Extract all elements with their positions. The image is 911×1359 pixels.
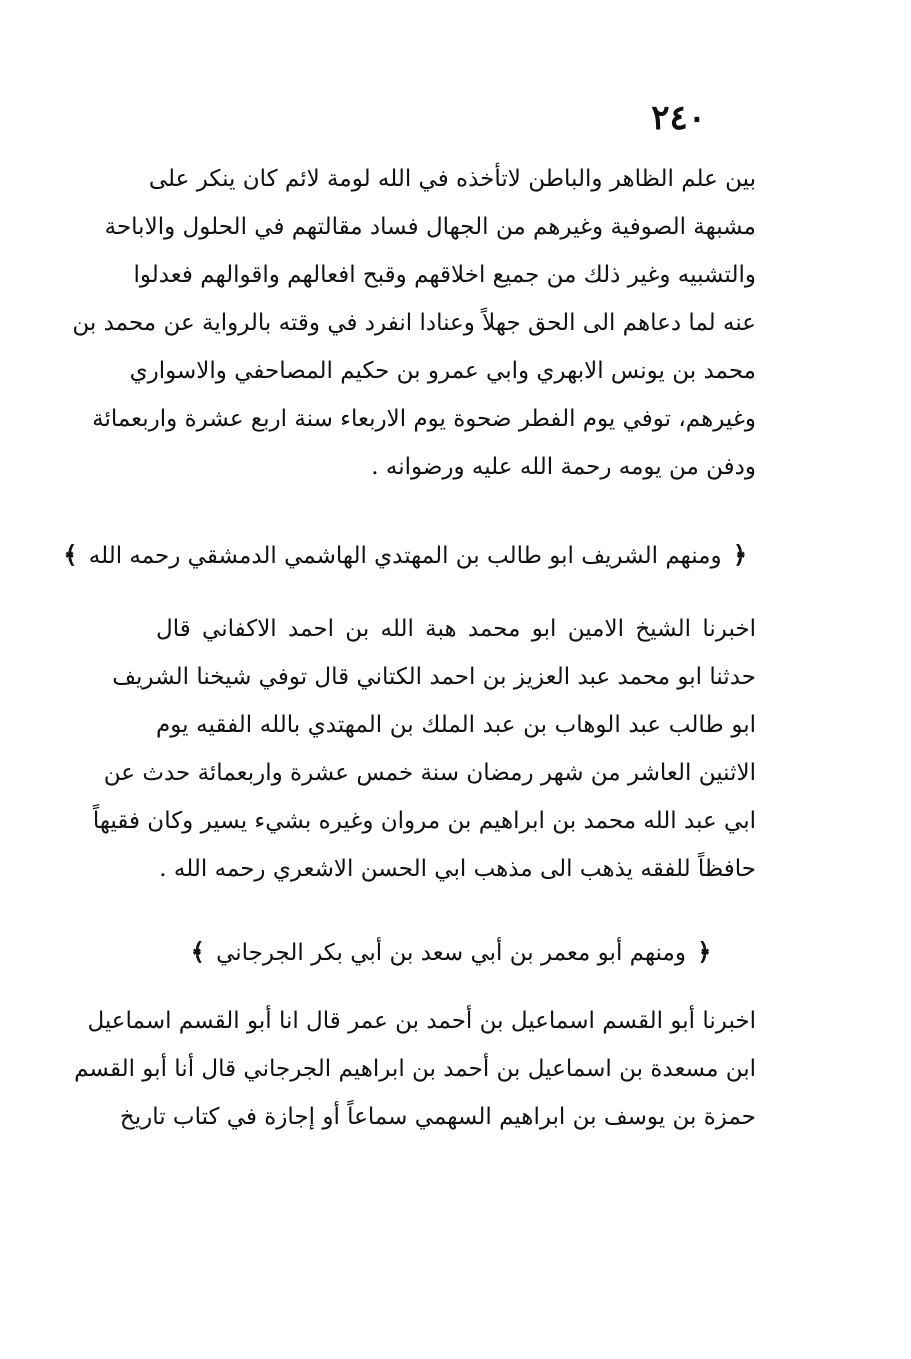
text-line: مشبهة الصوفية وغيرهم من الجهال فساد مقالتهم في الحلول والاباحة [104,214,756,240]
text-line: ودفن من يومه رحمة الله عليه ورضوانه . [371,454,756,480]
paragraph-1 [72,155,756,491]
text-line: بين علم الظاهر والباطن لاتأخذه في الله لومة لائم كان ينكر على [148,166,756,192]
paragraph-3 [74,997,756,1141]
text-line: الاثنين العاشر من شهر رمضان سنة خمس عشرة واربعمائة حدث عن [103,760,756,786]
section-heading-2 [151,927,751,977]
text-line: محمد بن يونس الابهري وابي عمرو بن حكيم المصاحفي والاسواري [129,358,756,384]
text-line: ابو طالب عبد الوهاب بن عبد الملك بن المهتدي بالله الفقيه يوم [156,712,756,738]
text-line: حدثنا ابو محمد عبد العزيز بن احمد الكتاني قال توفي شيخنا الشريف [112,664,756,690]
text-line: ابن مسعدة بن اسماعيل بن أحمد بن ابراهيم الجرجاني قال أنا أبو القسم [74,1056,756,1082]
page-number: ٢٤٠ [651,98,706,138]
ornate-bracket-open: ﴿ [732,540,747,569]
ornate-bracket-close: ﴾ [190,937,205,966]
text-line: حافظاً للفقه يذهب الى مذهب ابي الحسن الاشعري رحمه الله . [159,856,756,882]
section-heading-text: ومنهم الشريف ابو طالب بن المهتدي الهاشمي الدمشقي رحمه الله [88,543,722,569]
text-line: وغيرهم، توفي يوم الفطر ضحوة يوم الاربعاء سنة اربع عشرة واربعمائة [92,406,756,432]
ornate-bracket-open: ﴿ [697,937,712,966]
ornate-bracket-close: ﴾ [63,540,78,569]
section-heading-text: ومنهم أبو معمر بن أبي سعد بن أبي بكر الجرجاني [216,940,686,966]
text-line: والتشبيه وغير ذلك من جميع اخلاقهم وقبح افعالهم واقوالهم فعدلوا [133,262,756,288]
text-line: عنه لما دعاهم الى الحق جهلاً وعنادا انفرد في وقته بالرواية عن محمد بن [72,310,756,336]
section-heading-1 [63,530,751,580]
text-line: اخبرنا الشيخ الامين ابو محمد هبة الله بن احمد الاكفاني قال [156,616,756,642]
paragraph-2 [92,605,756,893]
text-line: حمزة بن يوسف بن ابراهيم السهمي سماعاً أو إجازة في كتاب تاريخ [119,1104,756,1130]
text-line: ابي عبد الله محمد بن ابراهيم بن مروان وغيره بشيء يسير وكان فقيهاً [92,808,756,834]
text-line: اخبرنا أبو القسم اسماعيل بن أحمد بن عمر قال انا أبو القسم اسماعيل [87,1008,756,1034]
